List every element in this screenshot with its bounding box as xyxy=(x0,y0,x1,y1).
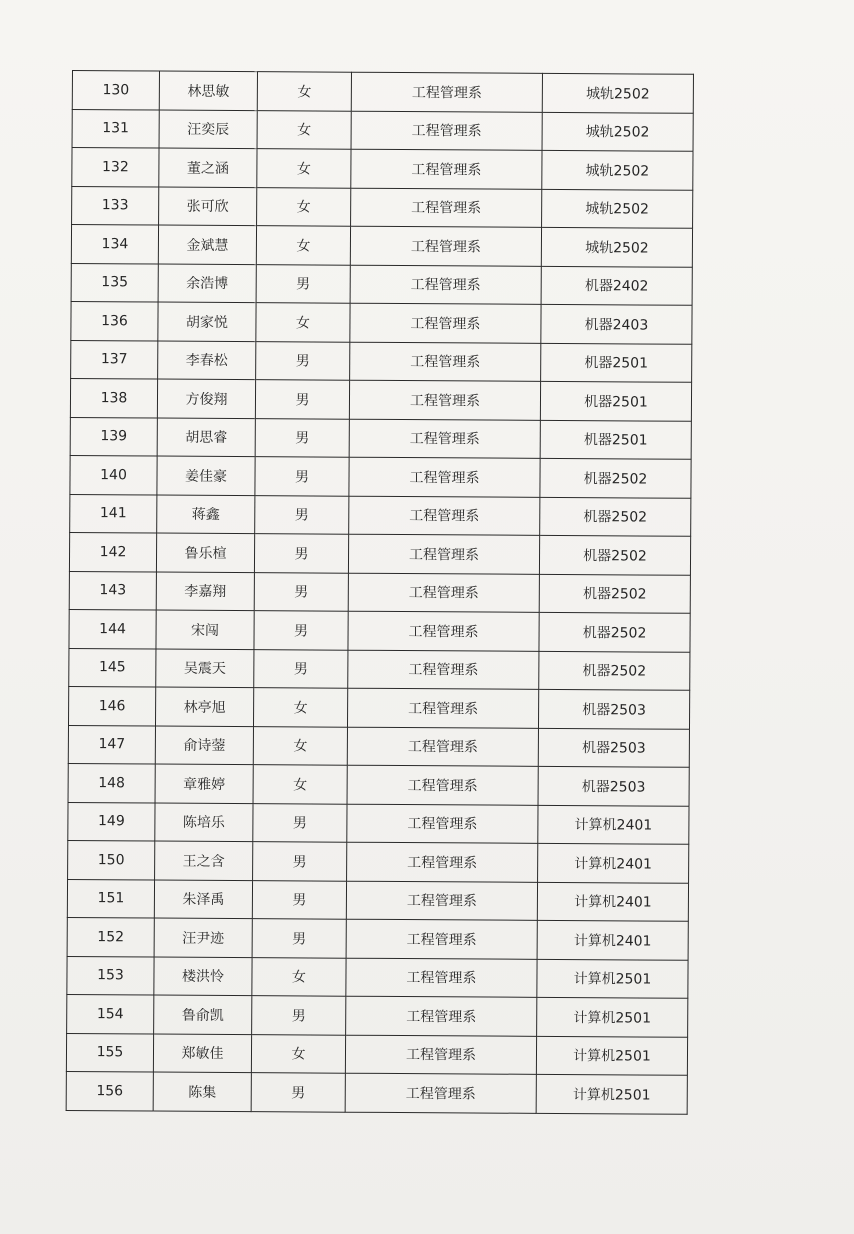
row-number-cell: 151 xyxy=(67,879,154,918)
student-name-cell: 王之含 xyxy=(155,841,253,880)
student-name-cell: 楼洪怜 xyxy=(154,957,252,996)
gender-cell: 男 xyxy=(256,341,350,380)
table-row xyxy=(68,802,689,844)
class-cell: 机器2403 xyxy=(541,304,692,343)
row-number-cell: 136 xyxy=(71,301,158,340)
student-name-cell: 李春松 xyxy=(158,341,256,380)
gender-cell: 女 xyxy=(256,226,350,265)
class-cell: 机器2402 xyxy=(541,266,692,305)
department-cell: 工程管理系 xyxy=(346,996,537,1036)
department-cell: 工程管理系 xyxy=(351,72,542,112)
class-cell: 机器2502 xyxy=(539,535,690,574)
department-cell: 工程管理系 xyxy=(347,727,538,767)
student-roster-table xyxy=(66,70,694,1114)
row-number-cell: 143 xyxy=(69,571,156,610)
student-name-cell: 鲁乐楦 xyxy=(156,533,254,572)
department-cell: 工程管理系 xyxy=(346,919,537,959)
department-cell: 工程管理系 xyxy=(350,226,541,266)
class-cell: 计算机2401 xyxy=(538,805,689,844)
gender-cell: 男 xyxy=(251,1073,345,1112)
gender-cell: 女 xyxy=(253,726,347,765)
student-name-cell: 郑敏佳 xyxy=(153,1034,251,1073)
gender-cell: 女 xyxy=(257,187,351,226)
table-row xyxy=(71,225,692,267)
student-name-cell: 董之涵 xyxy=(159,148,257,187)
department-cell: 工程管理系 xyxy=(347,804,538,844)
department-cell: 工程管理系 xyxy=(350,265,541,305)
row-number-cell: 134 xyxy=(71,225,158,264)
table-row xyxy=(66,1033,687,1075)
department-cell: 工程管理系 xyxy=(347,688,538,728)
table-row xyxy=(72,148,693,190)
row-number-cell: 141 xyxy=(70,494,157,533)
table-row xyxy=(69,648,690,690)
row-number-cell: 130 xyxy=(72,71,159,110)
row-number-cell: 156 xyxy=(66,1071,153,1110)
gender-cell: 女 xyxy=(251,1034,345,1073)
table-row xyxy=(69,571,690,613)
student-name-cell: 余浩博 xyxy=(158,264,256,303)
table-row xyxy=(68,840,689,882)
row-number-cell: 135 xyxy=(71,263,158,302)
class-cell: 机器2501 xyxy=(540,420,691,459)
department-cell: 工程管理系 xyxy=(348,534,539,574)
department-cell: 工程管理系 xyxy=(351,188,542,228)
gender-cell: 女 xyxy=(253,765,347,804)
department-cell: 工程管理系 xyxy=(348,650,539,690)
student-name-cell: 张可欣 xyxy=(159,187,257,226)
class-cell: 计算机2501 xyxy=(536,1036,687,1075)
row-number-cell: 140 xyxy=(70,455,157,494)
row-number-cell: 152 xyxy=(67,917,154,956)
class-cell: 机器2502 xyxy=(540,458,691,497)
gender-cell: 女 xyxy=(257,72,351,111)
table-row xyxy=(72,186,693,228)
row-number-cell: 149 xyxy=(68,802,155,841)
gender-cell: 男 xyxy=(252,919,346,958)
row-number-cell: 147 xyxy=(68,725,155,764)
class-cell: 机器2501 xyxy=(540,381,691,420)
gender-cell: 男 xyxy=(255,418,349,457)
row-number-cell: 154 xyxy=(67,994,154,1033)
class-cell: 机器2503 xyxy=(538,728,689,767)
department-cell: 工程管理系 xyxy=(349,419,540,459)
table-row xyxy=(71,263,692,305)
department-cell: 工程管理系 xyxy=(348,573,539,613)
gender-cell: 女 xyxy=(257,149,351,188)
row-number-cell: 131 xyxy=(72,109,159,148)
row-number-cell: 150 xyxy=(68,840,155,879)
department-cell: 工程管理系 xyxy=(350,303,541,343)
student-name-cell: 陈集 xyxy=(153,1072,251,1111)
gender-cell: 男 xyxy=(252,880,346,919)
table-row xyxy=(70,378,691,420)
table-row xyxy=(72,71,693,113)
table-row xyxy=(68,725,689,767)
class-cell: 城轨2502 xyxy=(541,227,692,266)
gender-cell: 男 xyxy=(254,534,348,573)
row-number-cell: 133 xyxy=(72,186,159,225)
table-row xyxy=(68,763,689,805)
department-cell: 工程管理系 xyxy=(346,958,537,998)
class-cell: 机器2502 xyxy=(539,574,690,613)
student-name-cell: 俞诗蓥 xyxy=(155,726,253,765)
gender-cell: 女 xyxy=(253,688,347,727)
student-name-cell: 蒋鑫 xyxy=(157,495,255,534)
class-cell: 计算机2401 xyxy=(537,920,688,959)
department-cell: 工程管理系 xyxy=(351,111,542,151)
row-number-cell: 142 xyxy=(69,532,156,571)
department-cell: 工程管理系 xyxy=(350,342,541,382)
student-name-cell: 方俊翔 xyxy=(157,379,255,418)
row-number-cell: 132 xyxy=(72,148,159,187)
table-row xyxy=(71,301,692,343)
table-row xyxy=(70,417,691,459)
student-name-cell: 姜佳豪 xyxy=(157,456,255,495)
class-cell: 城轨2502 xyxy=(542,112,693,151)
class-cell: 机器2501 xyxy=(541,343,692,382)
student-name-cell: 章雅婷 xyxy=(155,764,253,803)
gender-cell: 男 xyxy=(254,572,348,611)
student-name-cell: 陈培乐 xyxy=(155,803,253,842)
student-name-cell: 汪尹迹 xyxy=(154,918,252,957)
row-number-cell: 138 xyxy=(70,378,157,417)
student-name-cell: 林亭旭 xyxy=(155,687,253,726)
table-row xyxy=(70,455,691,497)
student-name-cell: 胡思睿 xyxy=(157,418,255,457)
department-cell: 工程管理系 xyxy=(347,842,538,882)
row-number-cell: 139 xyxy=(70,417,157,456)
table-row xyxy=(72,109,693,151)
department-cell: 工程管理系 xyxy=(345,1073,536,1113)
row-number-cell: 155 xyxy=(66,1033,153,1072)
student-name-cell: 吴震天 xyxy=(156,649,254,688)
table-row xyxy=(71,340,692,382)
gender-cell: 男 xyxy=(256,264,350,303)
row-number-cell: 137 xyxy=(71,340,158,379)
gender-cell: 男 xyxy=(253,803,347,842)
gender-cell: 女 xyxy=(252,957,346,996)
class-cell: 城轨2502 xyxy=(542,150,693,189)
gender-cell: 男 xyxy=(252,996,346,1035)
table-row xyxy=(69,532,690,574)
class-cell: 计算机2401 xyxy=(538,843,689,882)
class-cell: 机器2502 xyxy=(540,497,691,536)
class-cell: 计算机2501 xyxy=(537,997,688,1036)
gender-cell: 男 xyxy=(253,842,347,881)
gender-cell: 男 xyxy=(255,380,349,419)
gender-cell: 男 xyxy=(255,495,349,534)
gender-cell: 男 xyxy=(254,611,348,650)
class-cell: 机器2503 xyxy=(538,766,689,805)
gender-cell: 男 xyxy=(255,457,349,496)
department-cell: 工程管理系 xyxy=(348,611,539,651)
gender-cell: 女 xyxy=(257,110,351,149)
roster-body xyxy=(66,71,693,1114)
class-cell: 计算机2401 xyxy=(537,882,688,921)
department-cell: 工程管理系 xyxy=(347,765,538,805)
row-number-cell: 145 xyxy=(69,648,156,687)
student-name-cell: 林思敏 xyxy=(159,71,257,110)
department-cell: 工程管理系 xyxy=(349,457,540,497)
department-cell: 工程管理系 xyxy=(351,149,542,189)
class-cell: 机器2503 xyxy=(538,689,689,728)
department-cell: 工程管理系 xyxy=(346,881,537,921)
class-cell: 城轨2502 xyxy=(542,189,693,228)
row-number-cell: 144 xyxy=(69,609,156,648)
table-row xyxy=(69,609,690,651)
student-name-cell: 汪奕辰 xyxy=(159,110,257,149)
table-row xyxy=(66,1071,687,1113)
gender-cell: 男 xyxy=(254,649,348,688)
class-cell: 计算机2501 xyxy=(537,959,688,998)
table-row xyxy=(68,686,689,728)
class-cell: 机器2502 xyxy=(539,651,690,690)
table-row xyxy=(70,494,691,536)
student-name-cell: 宋闯 xyxy=(156,610,254,649)
row-number-cell: 146 xyxy=(68,686,155,725)
student-name-cell: 金斌慧 xyxy=(158,225,256,264)
student-name-cell: 李嘉翔 xyxy=(156,572,254,611)
student-name-cell: 朱泽禹 xyxy=(154,880,252,919)
department-cell: 工程管理系 xyxy=(349,496,540,536)
class-cell: 机器2502 xyxy=(539,612,690,651)
class-cell: 城轨2502 xyxy=(542,73,693,112)
table-row xyxy=(67,879,688,921)
gender-cell: 女 xyxy=(256,303,350,342)
table-row xyxy=(67,917,688,959)
table-row xyxy=(67,994,688,1036)
class-cell: 计算机2501 xyxy=(536,1074,687,1113)
row-number-cell: 148 xyxy=(68,763,155,802)
department-cell: 工程管理系 xyxy=(345,1035,536,1075)
student-name-cell: 胡家悦 xyxy=(158,302,256,341)
table-row xyxy=(67,956,688,998)
row-number-cell: 153 xyxy=(67,956,154,995)
department-cell: 工程管理系 xyxy=(349,380,540,420)
student-name-cell: 鲁俞凯 xyxy=(154,995,252,1034)
